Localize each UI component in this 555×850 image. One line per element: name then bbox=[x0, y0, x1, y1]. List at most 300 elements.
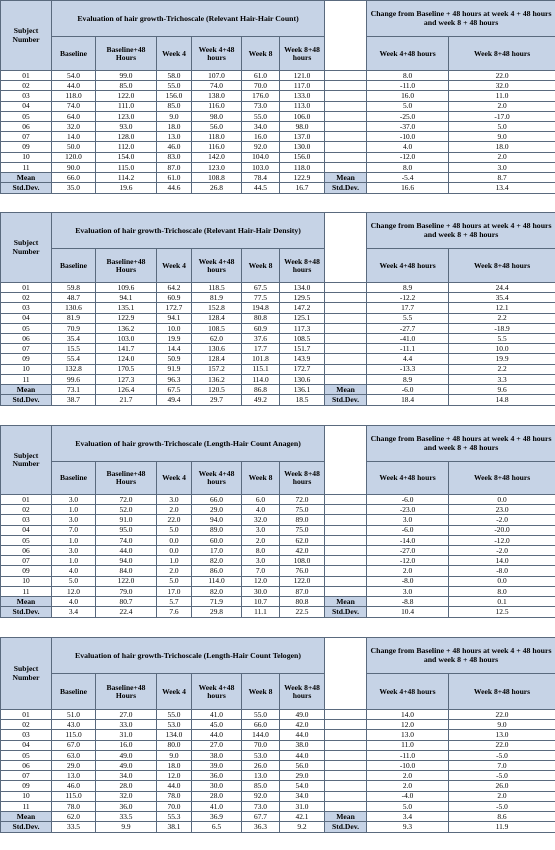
value-cell: 4.0 bbox=[242, 505, 280, 515]
value-cell: 94.0 bbox=[96, 556, 157, 566]
value-cell: -5.0 bbox=[449, 771, 555, 781]
std-dev-row-label: Std.Dev. bbox=[325, 395, 367, 406]
summary-value-cell: 33.5 bbox=[96, 811, 157, 822]
value-cell: 78.0 bbox=[157, 791, 192, 801]
value-cell: 99.0 bbox=[96, 71, 157, 81]
value-cell: 8.0 bbox=[367, 162, 449, 172]
summary-value-cell: -5.4 bbox=[367, 172, 449, 183]
subject-id-cell: 05 bbox=[1, 750, 52, 760]
subject-id-cell: 07 bbox=[1, 132, 52, 142]
subject-id-cell: 01 bbox=[1, 495, 52, 505]
summary-value-cell: 44.5 bbox=[242, 183, 280, 194]
value-cell: 91.9 bbox=[157, 364, 192, 374]
table-row bbox=[1, 781, 555, 791]
value-cell: 127.3 bbox=[96, 374, 157, 384]
value-cell: 141.7 bbox=[96, 344, 157, 354]
spacer bbox=[325, 740, 367, 750]
summary-value-cell: 29.8 bbox=[192, 607, 242, 618]
value-cell: 85.0 bbox=[96, 81, 157, 91]
table-block-3 bbox=[0, 425, 555, 618]
subject-number-header: Subject Number bbox=[1, 638, 52, 710]
value-cell: 108.5 bbox=[280, 333, 325, 343]
value-cell: 172.7 bbox=[280, 364, 325, 374]
value-cell: -8.0 bbox=[449, 566, 555, 576]
value-cell: 60.0 bbox=[192, 535, 242, 545]
summary-value-cell: 14.8 bbox=[449, 395, 555, 406]
value-cell: 132.8 bbox=[52, 364, 96, 374]
summary-value-cell: 78.4 bbox=[242, 172, 280, 183]
summary-value-cell: 108.8 bbox=[192, 172, 242, 183]
value-cell: 115.0 bbox=[52, 730, 96, 740]
table-row bbox=[1, 801, 555, 811]
value-cell: 172.7 bbox=[157, 303, 192, 313]
value-cell: 2.0 bbox=[367, 771, 449, 781]
value-cell: 122.0 bbox=[280, 576, 325, 586]
value-cell: 5.0 bbox=[449, 121, 555, 131]
value-cell: 122.9 bbox=[96, 313, 157, 323]
value-cell: 43.0 bbox=[52, 720, 96, 730]
table-row bbox=[1, 323, 555, 333]
summary-value-cell: 0.1 bbox=[449, 596, 555, 607]
value-cell: 17.7 bbox=[367, 303, 449, 313]
value-cell: 118.0 bbox=[280, 162, 325, 172]
value-cell: -25.0 bbox=[367, 111, 449, 121]
value-cell: 122.0 bbox=[96, 576, 157, 586]
value-cell: 74.0 bbox=[96, 535, 157, 545]
value-cell: 108.5 bbox=[192, 323, 242, 333]
subject-id-cell: 09 bbox=[1, 781, 52, 791]
subject-number-header: Subject Number bbox=[1, 213, 52, 283]
value-cell: 143.9 bbox=[280, 354, 325, 364]
value-cell: 128.4 bbox=[192, 313, 242, 323]
spacer bbox=[325, 313, 367, 323]
value-cell: 118.0 bbox=[52, 91, 96, 101]
value-cell: 115.0 bbox=[52, 791, 96, 801]
value-cell: 53.0 bbox=[157, 720, 192, 730]
spacer bbox=[325, 71, 367, 81]
value-cell: -41.0 bbox=[367, 333, 449, 343]
table-block-4 bbox=[0, 637, 555, 833]
value-cell: 103.0 bbox=[96, 333, 157, 343]
mean-row bbox=[1, 596, 555, 607]
table-row bbox=[1, 344, 555, 354]
value-cell: 156.0 bbox=[280, 152, 325, 162]
summary-value-cell: 9.9 bbox=[96, 822, 157, 833]
value-cell: 13.0 bbox=[367, 730, 449, 740]
value-cell: 70.0 bbox=[242, 740, 280, 750]
col-header: Week 8 bbox=[242, 462, 280, 495]
value-cell: 116.0 bbox=[192, 101, 242, 111]
value-cell: 144.0 bbox=[242, 730, 280, 740]
value-cell: 3.0 bbox=[449, 162, 555, 172]
value-cell: 14.0 bbox=[52, 132, 96, 142]
std-dev-row bbox=[1, 822, 555, 833]
value-cell: 17.7 bbox=[242, 344, 280, 354]
value-cell: 2.0 bbox=[449, 101, 555, 111]
spacer bbox=[325, 162, 367, 172]
value-cell: 3.3 bbox=[449, 374, 555, 384]
value-cell: 51.0 bbox=[52, 710, 96, 720]
table-body bbox=[1, 71, 555, 194]
col-header: Week 4+48 hours bbox=[192, 249, 242, 283]
value-cell: 85.0 bbox=[157, 101, 192, 111]
value-cell: 2.2 bbox=[449, 364, 555, 374]
summary-value-cell: 36.3 bbox=[242, 822, 280, 833]
table-row bbox=[1, 505, 555, 515]
col-header: Baseline+48 Hours bbox=[96, 674, 157, 710]
std-dev-row-label: Std.Dev. bbox=[1, 183, 52, 194]
std-dev-row-label: Std.Dev. bbox=[325, 822, 367, 833]
value-cell: 130.0 bbox=[280, 142, 325, 152]
table-row bbox=[1, 576, 555, 586]
value-cell: 4.0 bbox=[367, 142, 449, 152]
value-cell: 7.0 bbox=[449, 760, 555, 770]
value-cell: -10.0 bbox=[367, 760, 449, 770]
spacer bbox=[325, 750, 367, 760]
table-title: Evaluation of hair growth-Trichoscale (Length-Hair Count Telogen) bbox=[52, 638, 325, 674]
col-header: Week 8 bbox=[242, 37, 280, 71]
table-row bbox=[1, 142, 555, 152]
value-cell: 49.0 bbox=[96, 750, 157, 760]
value-cell: 12.0 bbox=[367, 720, 449, 730]
table-row bbox=[1, 364, 555, 374]
value-cell: 92.0 bbox=[242, 142, 280, 152]
value-cell: 94.1 bbox=[96, 293, 157, 303]
value-cell: 32.0 bbox=[449, 81, 555, 91]
value-cell: 29.0 bbox=[192, 505, 242, 515]
col-header: Baseline bbox=[52, 37, 96, 71]
std-dev-row-label: Std.Dev. bbox=[1, 395, 52, 406]
table-row bbox=[1, 293, 555, 303]
subject-id-cell: 05 bbox=[1, 323, 52, 333]
value-cell: 122.0 bbox=[96, 91, 157, 101]
spacer bbox=[325, 505, 367, 515]
value-cell: 0.0 bbox=[157, 535, 192, 545]
value-cell: 34.0 bbox=[96, 771, 157, 781]
spacer bbox=[325, 545, 367, 555]
value-cell: 87.0 bbox=[280, 586, 325, 596]
change-title: Change from Baseline + 48 hours at week 4 + 48 hours and week 8 + 48 hours bbox=[367, 1, 555, 37]
value-cell: 13.0 bbox=[449, 730, 555, 740]
value-cell: 32.0 bbox=[52, 121, 96, 131]
std-dev-row-label: Std.Dev. bbox=[1, 822, 52, 833]
value-cell: 9.0 bbox=[157, 111, 192, 121]
summary-value-cell: 10.7 bbox=[242, 596, 280, 607]
subject-id-cell: 06 bbox=[1, 333, 52, 343]
value-cell: 130.6 bbox=[280, 374, 325, 384]
summary-value-cell: 71.9 bbox=[192, 596, 242, 607]
value-cell: 38.0 bbox=[192, 750, 242, 760]
summary-value-cell: 49.4 bbox=[157, 395, 192, 406]
value-cell: 1.0 bbox=[157, 556, 192, 566]
value-cell: 42.0 bbox=[280, 545, 325, 555]
table-row bbox=[1, 152, 555, 162]
table-row bbox=[1, 313, 555, 323]
value-cell: 28.0 bbox=[192, 791, 242, 801]
value-cell: 44.0 bbox=[280, 730, 325, 740]
table-row bbox=[1, 791, 555, 801]
subject-id-cell: 11 bbox=[1, 162, 52, 172]
value-cell: 85.0 bbox=[242, 781, 280, 791]
value-cell: 56.0 bbox=[192, 121, 242, 131]
subject-id-cell: 10 bbox=[1, 364, 52, 374]
value-cell: 52.0 bbox=[96, 505, 157, 515]
value-cell: 2.0 bbox=[367, 781, 449, 791]
value-cell: 44.0 bbox=[280, 750, 325, 760]
spacer bbox=[325, 354, 367, 364]
table-block-2 bbox=[0, 212, 555, 406]
spacer bbox=[325, 333, 367, 343]
value-cell: 73.0 bbox=[242, 101, 280, 111]
value-cell: 80.0 bbox=[157, 740, 192, 750]
summary-value-cell: 62.0 bbox=[52, 811, 96, 822]
value-cell: 22.0 bbox=[449, 71, 555, 81]
value-cell: 14.0 bbox=[449, 556, 555, 566]
col-header: Baseline+48 Hours bbox=[96, 462, 157, 495]
value-cell: 16.0 bbox=[367, 91, 449, 101]
table-title: Evaluation of hair growth-Trichoscale (Length-Hair Count Anagen) bbox=[52, 426, 325, 462]
std-dev-row-label: Std.Dev. bbox=[325, 607, 367, 618]
summary-value-cell: 35.0 bbox=[52, 183, 96, 194]
value-cell: 24.4 bbox=[449, 283, 555, 293]
value-cell: 16.0 bbox=[96, 740, 157, 750]
subject-id-cell: 09 bbox=[1, 354, 52, 364]
std-dev-row-label: Std.Dev. bbox=[1, 607, 52, 618]
value-cell: 70.0 bbox=[242, 81, 280, 91]
value-cell: 41.0 bbox=[192, 710, 242, 720]
table-row bbox=[1, 162, 555, 172]
subject-id-cell: 11 bbox=[1, 801, 52, 811]
value-cell: 84.0 bbox=[96, 566, 157, 576]
value-cell: 0.0 bbox=[157, 545, 192, 555]
value-cell: 72.0 bbox=[96, 495, 157, 505]
summary-value-cell: 13.4 bbox=[449, 183, 555, 194]
value-cell: 9.0 bbox=[449, 720, 555, 730]
subject-id-cell: 06 bbox=[1, 121, 52, 131]
value-cell: 4.0 bbox=[52, 566, 96, 576]
spacer bbox=[325, 91, 367, 101]
value-cell: 7.0 bbox=[52, 525, 96, 535]
change-title: Change from Baseline + 48 hours at week 4 + 48 hours and week 8 + 48 hours bbox=[367, 426, 555, 462]
value-cell: 17.0 bbox=[157, 586, 192, 596]
value-cell: -13.3 bbox=[367, 364, 449, 374]
value-cell: 16.0 bbox=[242, 132, 280, 142]
spacer bbox=[325, 525, 367, 535]
col-header: Week 8 bbox=[242, 249, 280, 283]
summary-value-cell: 5.7 bbox=[157, 596, 192, 607]
mean-row-label: Mean bbox=[325, 384, 367, 395]
summary-value-cell: 18.4 bbox=[367, 395, 449, 406]
subject-id-cell: 02 bbox=[1, 293, 52, 303]
mean-row-label: Mean bbox=[325, 596, 367, 607]
value-cell: 75.0 bbox=[280, 505, 325, 515]
value-cell: 136.2 bbox=[96, 323, 157, 333]
value-cell: 46.0 bbox=[52, 781, 96, 791]
value-cell: 194.8 bbox=[242, 303, 280, 313]
value-cell: 3.0 bbox=[52, 545, 96, 555]
value-cell: 176.0 bbox=[242, 91, 280, 101]
table-row bbox=[1, 525, 555, 535]
value-cell: 36.0 bbox=[192, 771, 242, 781]
value-cell: 1.0 bbox=[52, 505, 96, 515]
spacer bbox=[325, 303, 367, 313]
summary-value-cell: 19.6 bbox=[96, 183, 157, 194]
table-row bbox=[1, 303, 555, 313]
value-cell: 5.5 bbox=[367, 313, 449, 323]
value-cell: 10.0 bbox=[449, 344, 555, 354]
value-cell: 8.9 bbox=[367, 374, 449, 384]
value-cell: 63.0 bbox=[52, 750, 96, 760]
subject-id-cell: 05 bbox=[1, 535, 52, 545]
spacer bbox=[325, 111, 367, 121]
value-cell: 33.0 bbox=[96, 720, 157, 730]
mean-row-label: Mean bbox=[1, 596, 52, 607]
value-cell: -4.0 bbox=[367, 791, 449, 801]
mean-row-label: Mean bbox=[325, 172, 367, 183]
value-cell: 114.0 bbox=[242, 374, 280, 384]
value-cell: 26.0 bbox=[449, 781, 555, 791]
value-cell: 15.5 bbox=[52, 344, 96, 354]
value-cell: 13.0 bbox=[242, 771, 280, 781]
col-header: Week 4+48 hours bbox=[192, 462, 242, 495]
value-cell: 83.0 bbox=[157, 152, 192, 162]
summary-value-cell: 80.8 bbox=[280, 596, 325, 607]
value-cell: 90.0 bbox=[52, 162, 96, 172]
value-cell: 22.0 bbox=[449, 740, 555, 750]
summary-value-cell: 10.4 bbox=[367, 607, 449, 618]
value-cell: 111.0 bbox=[96, 101, 157, 111]
value-cell: 30.0 bbox=[192, 781, 242, 791]
value-cell: 55.0 bbox=[242, 710, 280, 720]
table-body bbox=[1, 710, 555, 833]
value-cell: 135.1 bbox=[96, 303, 157, 313]
value-cell: -14.0 bbox=[367, 535, 449, 545]
value-cell: 66.0 bbox=[242, 720, 280, 730]
value-cell: 62.0 bbox=[280, 535, 325, 545]
value-cell: 92.0 bbox=[242, 791, 280, 801]
table-row bbox=[1, 374, 555, 384]
value-cell: 130.6 bbox=[192, 344, 242, 354]
value-cell: 98.0 bbox=[280, 121, 325, 131]
value-cell: 79.0 bbox=[96, 586, 157, 596]
value-cell: 78.0 bbox=[52, 801, 96, 811]
value-cell: -10.0 bbox=[367, 132, 449, 142]
table-row bbox=[1, 535, 555, 545]
table-row bbox=[1, 495, 555, 505]
subject-id-cell: 06 bbox=[1, 760, 52, 770]
subject-id-cell: 05 bbox=[1, 111, 52, 121]
value-cell: 53.0 bbox=[242, 750, 280, 760]
value-cell: 3.0 bbox=[52, 495, 96, 505]
spacer bbox=[325, 566, 367, 576]
value-cell: 50.9 bbox=[157, 354, 192, 364]
value-cell: 106.0 bbox=[280, 111, 325, 121]
spacer bbox=[325, 791, 367, 801]
value-cell: 2.0 bbox=[367, 566, 449, 576]
value-cell: 2.2 bbox=[449, 313, 555, 323]
mean-row-label: Mean bbox=[1, 172, 52, 183]
value-cell: -20.0 bbox=[449, 525, 555, 535]
value-cell: 123.0 bbox=[96, 111, 157, 121]
value-cell: 4.4 bbox=[367, 354, 449, 364]
summary-value-cell: 11.1 bbox=[242, 607, 280, 618]
table-row bbox=[1, 720, 555, 730]
value-cell: 31.0 bbox=[280, 801, 325, 811]
value-cell: 60.9 bbox=[242, 323, 280, 333]
value-cell: -6.0 bbox=[367, 495, 449, 505]
summary-value-cell: 22.4 bbox=[96, 607, 157, 618]
value-cell: 44.0 bbox=[96, 545, 157, 555]
change-col-header: Week 4+48 hours bbox=[367, 37, 449, 71]
value-cell: 156.0 bbox=[157, 91, 192, 101]
table-row bbox=[1, 740, 555, 750]
col-header: Week 8+48 hours bbox=[280, 674, 325, 710]
summary-value-cell: 22.5 bbox=[280, 607, 325, 618]
std-dev-row bbox=[1, 183, 555, 194]
summary-value-cell: 21.7 bbox=[96, 395, 157, 406]
value-cell: 3.0 bbox=[242, 525, 280, 535]
summary-value-cell: 42.1 bbox=[280, 811, 325, 822]
col-header: Baseline bbox=[52, 249, 96, 283]
summary-value-cell: 3.4 bbox=[367, 811, 449, 822]
value-cell: 133.0 bbox=[280, 91, 325, 101]
value-cell: 5.0 bbox=[367, 801, 449, 811]
value-cell: -27.7 bbox=[367, 323, 449, 333]
summary-value-cell: 122.9 bbox=[280, 172, 325, 183]
table-row bbox=[1, 545, 555, 555]
summary-value-cell: -6.0 bbox=[367, 384, 449, 395]
value-cell: 32.0 bbox=[96, 791, 157, 801]
value-cell: 9.0 bbox=[157, 750, 192, 760]
mean-row-label: Mean bbox=[1, 811, 52, 822]
summary-value-cell: 7.6 bbox=[157, 607, 192, 618]
spacer bbox=[325, 426, 367, 495]
spacer bbox=[325, 760, 367, 770]
value-cell: 6.0 bbox=[242, 495, 280, 505]
table-row bbox=[1, 556, 555, 566]
summary-value-cell: 29.7 bbox=[192, 395, 242, 406]
summary-value-cell: 55.3 bbox=[157, 811, 192, 822]
value-cell: 5.0 bbox=[157, 525, 192, 535]
mean-row-label: Mean bbox=[1, 384, 52, 395]
value-cell: 89.0 bbox=[280, 515, 325, 525]
subject-id-cell: 02 bbox=[1, 505, 52, 515]
summary-value-cell: 8.7 bbox=[449, 172, 555, 183]
summary-value-cell: 12.5 bbox=[449, 607, 555, 618]
table-row bbox=[1, 121, 555, 131]
value-cell: 31.0 bbox=[96, 730, 157, 740]
summary-value-cell: 66.0 bbox=[52, 172, 96, 183]
value-cell: 14.0 bbox=[367, 710, 449, 720]
table-block-1 bbox=[0, 0, 555, 194]
value-cell: -37.0 bbox=[367, 121, 449, 131]
value-cell: 22.0 bbox=[157, 515, 192, 525]
value-cell: 99.6 bbox=[52, 374, 96, 384]
col-header: Week 8+48 hours bbox=[280, 462, 325, 495]
col-header: Week 4 bbox=[157, 674, 192, 710]
value-cell: 136.2 bbox=[192, 374, 242, 384]
value-cell: 55.4 bbox=[52, 354, 96, 364]
value-cell: 13.0 bbox=[52, 771, 96, 781]
value-cell: 39.0 bbox=[192, 760, 242, 770]
value-cell: -23.0 bbox=[367, 505, 449, 515]
table-row bbox=[1, 71, 555, 81]
subject-id-cell: 01 bbox=[1, 71, 52, 81]
value-cell: -12.0 bbox=[367, 556, 449, 566]
value-cell: 18.0 bbox=[449, 142, 555, 152]
value-cell: 123.0 bbox=[192, 162, 242, 172]
summary-value-cell: 9.6 bbox=[449, 384, 555, 395]
